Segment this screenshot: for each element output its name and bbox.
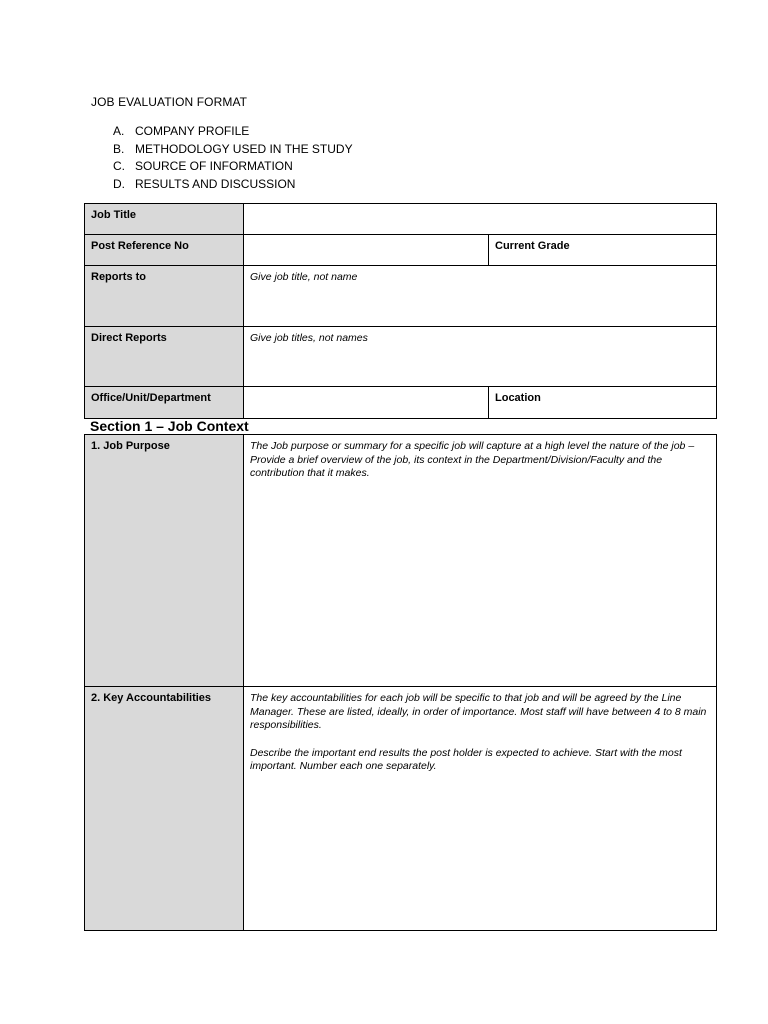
outline-item (113, 158, 353, 176)
job-details-table (84, 203, 717, 419)
key-accountabilities-label: 2. Key Accountabilities (85, 687, 244, 931)
outline-list (113, 123, 353, 193)
office-unit-label: Office/Unit/Department (85, 387, 244, 419)
job-title-field[interactable] (244, 204, 717, 235)
job-purpose-label: 1. Job Purpose (85, 435, 244, 687)
outline-item (113, 176, 353, 194)
outline-letter: C. (113, 159, 125, 173)
key-accountabilities-text-1: The key accountabilities for each job will be specific to that job and will be agreed by the Line Manager. These are listed, ideally, in order of importance. Most staff will have between 4 to 8 main responsibilities. (250, 692, 707, 731)
outline-text: SOURCE OF INFORMATION (135, 159, 293, 173)
job-purpose-field[interactable] (244, 435, 717, 687)
outline-letter: B. (113, 141, 125, 156)
section-heading: Section 1 – Job Context (90, 418, 249, 434)
job-purpose-text: The Job purpose or summary for a specific job will capture at a high level the nature of the job – Provide a brief overview of the job, its context in the Department/Division/Faculty and the contribution that it makes. (250, 440, 695, 479)
post-reference-field[interactable] (244, 235, 489, 266)
key-accountabilities-field[interactable] (244, 687, 717, 931)
document-title: JOB EVALUATION FORMAT (91, 95, 248, 109)
current-grade-label: Current Grade (489, 235, 717, 266)
job-context-table (84, 434, 717, 931)
outline-text: RESULTS AND DISCUSSION (135, 176, 296, 191)
direct-reports-field[interactable]: Give job titles, not names (244, 327, 717, 387)
post-reference-label: Post Reference No (85, 235, 244, 266)
key-accountabilities-text-2: Describe the important end results the post holder is expected to achieve. Start with the most important. Number each one separately. (250, 746, 682, 772)
direct-reports-label: Direct Reports (85, 327, 244, 387)
outline-item (113, 141, 353, 159)
office-unit-field[interactable] (244, 387, 489, 419)
outline-letter: A. (113, 124, 125, 138)
reports-to-label: Reports to (85, 266, 244, 327)
outline-text: COMPANY PROFILE (135, 124, 250, 138)
outline-text: METHODOLOGY USED IN THE STUDY (135, 141, 353, 156)
job-title-label: Job Title (85, 204, 244, 235)
location-label: Location (489, 387, 717, 419)
reports-to-field[interactable]: Give job title, not name (244, 266, 717, 327)
outline-letter: D. (113, 176, 125, 191)
outline-item (113, 123, 353, 141)
